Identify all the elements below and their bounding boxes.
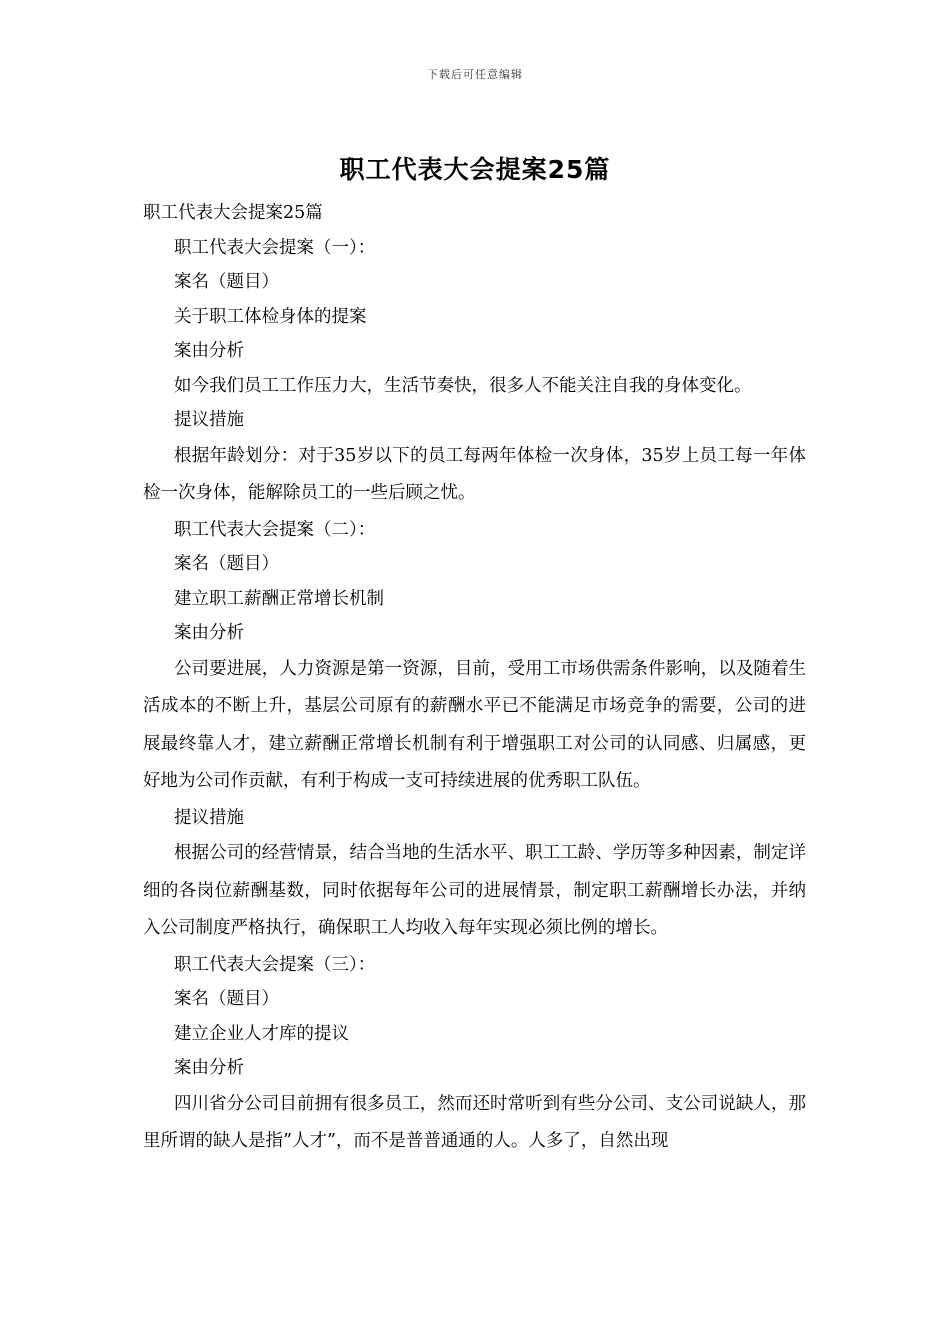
paragraph: 案由分析 <box>174 341 244 361</box>
paragraph: 公司要进展，人力资源是第一资源，目前，受用工市场供需条件影响，以及随着生活成本的不断上升，基层公司原有的薪酬水平已不能满足市场竞争的需要，公司的进展最终靠人才，建立薪酬正常增长机制有利于增强职工对公司的认同感、归属感，更好地为公司作贡献，有利于构成一支可持续进展的优秀职工队伍。 <box>143 658 806 791</box>
paragraph: 案名（题目） <box>174 554 279 574</box>
paragraph: 案由分析 <box>174 1058 244 1078</box>
paragraph: 建立企业人才库的提议 <box>174 1023 349 1044</box>
paragraph: 建立职工薪酬正常增长机制 <box>174 588 384 609</box>
paragraph: 职工代表大会提案（二）： <box>174 519 376 540</box>
paragraph: 提议措施 <box>174 807 244 828</box>
paragraph: 案名（题目） <box>174 272 279 292</box>
paragraph: 四川省分公司目前拥有很多员工，然而还时常听到有些分公司、支公司说缺人，那里所谓的缺人是指”人才”，而不是普普通通的人。人多了，自然出现 <box>143 1093 806 1151</box>
document-body <box>143 196 806 1161</box>
paragraph: 职工代表大会提案25篇 <box>143 203 323 223</box>
paragraph: 案名（题目） <box>174 989 279 1009</box>
paragraph: 职工代表大会提案（一）： <box>174 237 376 258</box>
paragraph: 职工代表大会提案（三）： <box>174 954 376 975</box>
paragraph: 根据年龄划分：对于35岁以下的员工每两年体检一次身体，35岁上员工每一年体检一次身体，能解除员工的一些后顾之忧。 <box>143 445 806 503</box>
document-title: 职工代表大会提案25篇 <box>339 155 611 184</box>
paragraph: 根据公司的经营情景，结合当地的生活水平、职工工龄、学历等多种因素，制定详细的各岗位薪酬基数，同时依据每年公司的进展情景，制定职工薪酬增长办法，并纳入公司制度严格执行，确保职工人均收入每年实现必须比例的增长。 <box>143 843 806 938</box>
paragraph: 关于职工体检身体的提案 <box>174 306 367 327</box>
paragraph: 提议措施 <box>174 410 244 430</box>
paragraph: 案由分析 <box>174 623 244 643</box>
header-note: 下载后可任意编辑 <box>427 68 523 81</box>
paragraph: 如今我们员工工作压力大，生活节奏快，很多人不能关注自我的身体变化。 <box>174 375 752 396</box>
